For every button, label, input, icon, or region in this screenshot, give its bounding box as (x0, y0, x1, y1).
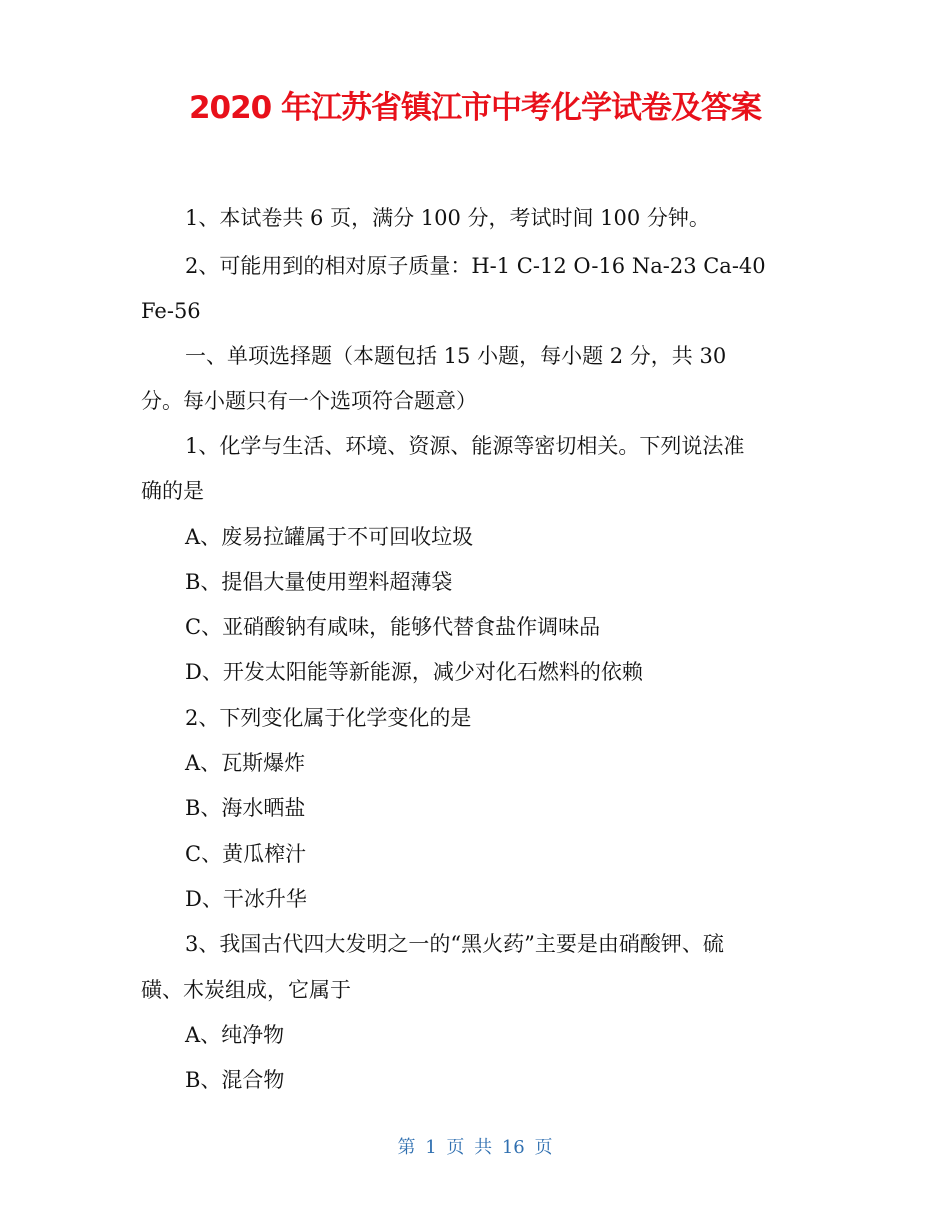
question-1-option-b: B、提倡大量使用塑料超薄袋 (185, 570, 453, 594)
question-3-cont: 磺、木炭组成，它属于 (141, 978, 351, 1002)
question-1-cont: 确的是 (141, 479, 204, 503)
question-3: 3、我国古代四大发明之一的“黑火药”主要是由硝酸钾、硫 (185, 932, 724, 956)
question-2-option-c: C、黄瓜榨汁 (185, 842, 307, 866)
question-1-option-a: A、废易拉罐属于不可回收垃圾 (185, 525, 474, 549)
page-footer: 第 1 页 共 16 页 (397, 1137, 553, 1158)
instruction-pages: 1、本试卷共 6 页，满分 100 分，考试时间 100 分钟。 (185, 206, 710, 230)
question-2: 2、下列变化属于化学变化的是 (185, 706, 472, 730)
instruction-atomic-mass-cont: Fe-56 (141, 299, 201, 323)
section-heading: 一、单项选择题（本题包括 15 小题，每小题 2 分，共 30 (185, 344, 727, 368)
question-1-option-c: C、亚硝酸钠有咸味，能够代替食盐作调味品 (185, 615, 601, 639)
question-2-option-a: A、瓦斯爆炸 (185, 751, 306, 775)
question-2-option-d: D、干冰升华 (185, 887, 307, 911)
question-2-option-b: B、海水晒盐 (185, 796, 306, 820)
page-title: 2020 年江苏省镇江市中考化学试卷及答案 (188, 90, 762, 126)
question-3-option-b: B、混合物 (185, 1068, 285, 1092)
question-1-option-d: D、开发太阳能等新能源，减少对化石燃料的依赖 (185, 660, 643, 684)
question-1: 1、化学与生活、环境、资源、能源等密切相关。下列说法准 (185, 434, 745, 458)
question-3-option-a: A、纯净物 (185, 1023, 285, 1047)
section-heading-cont: 分。每小题只有一个选项符合题意） (141, 389, 477, 413)
instruction-atomic-mass: 2、可能用到的相对原子质量：H-1 C-12 O-16 Na-23 Ca-40 (185, 254, 766, 278)
